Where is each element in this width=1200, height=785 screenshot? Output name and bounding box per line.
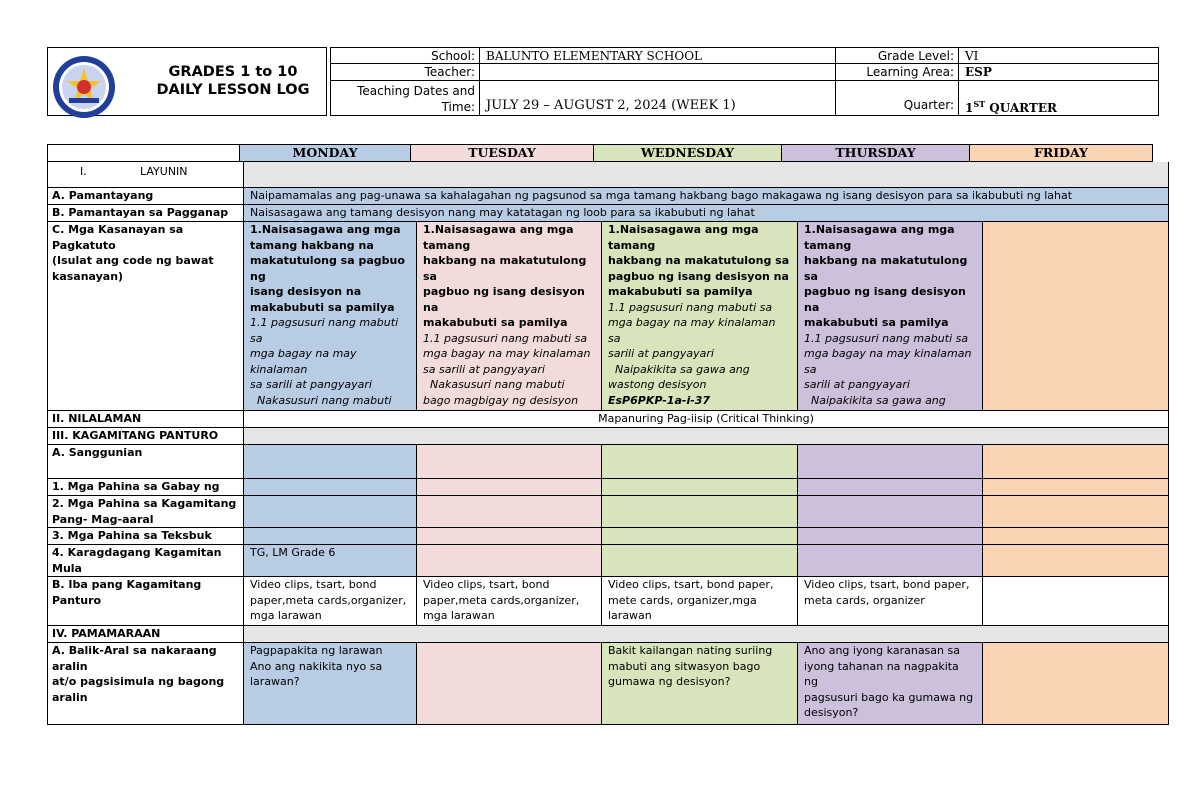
sub-competency-text: mga bagay na may kinalaman bbox=[423, 347, 591, 360]
sanggunian-monday bbox=[244, 445, 417, 479]
sanggunian-thursday bbox=[798, 445, 983, 479]
balik-aral-wednesday bbox=[602, 643, 798, 725]
competency-text: pagbuo ng isang desisyon na bbox=[804, 285, 966, 314]
competency-text: 1.Naisasagawa ang mga bbox=[250, 223, 401, 236]
kasanayan-label-line: kasanayan) bbox=[52, 269, 124, 283]
row-gabay-ng-guro bbox=[47, 479, 1169, 496]
title-line-2: DAILY LESSON LOG bbox=[156, 82, 310, 98]
nilalaman-label: II. NILALAMAN bbox=[47, 411, 244, 428]
layunin-span bbox=[244, 162, 1169, 188]
sub-competency-text: 1.1 pagsusuri nang mabuti sa bbox=[608, 300, 773, 314]
header-info-grid bbox=[330, 47, 1159, 116]
procedure-text: Ano ang nakikita nyo sa bbox=[250, 659, 383, 673]
learning-area-value: ESP bbox=[958, 63, 1159, 81]
balik-aral-label bbox=[47, 643, 244, 725]
competency-text: makatutulong sa pagbuo ng bbox=[250, 254, 405, 283]
title-line-1: GRADES 1 to 10 bbox=[168, 64, 298, 80]
competency-text: 1.Naisasagawa ang mga tamang bbox=[423, 223, 574, 252]
day-header-row bbox=[47, 144, 1169, 162]
karagdagang-label bbox=[47, 545, 244, 577]
competency-text: isang desisyon na bbox=[250, 285, 362, 298]
gabay-ng-guro-label: 1. Mga Pahina sa Gabay ng bbox=[47, 479, 244, 496]
kasanayan-wednesday bbox=[602, 222, 798, 411]
materials-text: paper,meta cards,organizer, bbox=[423, 593, 580, 607]
day-header-friday: FRIDAY bbox=[970, 144, 1153, 162]
balik-aral-label-line: A. Balik-Aral sa nakaraang aralin bbox=[52, 644, 217, 673]
sanggunian-tuesday bbox=[417, 445, 602, 479]
iba-pang-friday bbox=[983, 577, 1169, 626]
pamantayang-pangnilalaman-value: Naipamamalas ang pag-unawa sa kahalagahan ng pagsunod sa mga tamang hakbang bago makagawa ng isang desisyon para sa ikabubuti ng lahat bbox=[244, 188, 1169, 205]
grade-level-value: VI bbox=[958, 47, 1159, 64]
quarter-label: Quarter: bbox=[835, 80, 959, 116]
quarter-superscript: ST bbox=[973, 99, 986, 109]
kasanayan-label-line: C. Mga Kasanayan sa Pagkatuto bbox=[52, 223, 184, 252]
procedure-text: gumawa ng desisyon? bbox=[608, 675, 731, 688]
layunin-text: LAYUNIN bbox=[140, 165, 188, 178]
day-header-wednesday: WEDNESDAY bbox=[594, 144, 782, 162]
teksbuk-label: 3. Mga Pahina sa Teksbuk bbox=[47, 528, 244, 545]
document-header bbox=[47, 47, 1159, 116]
procedure-text: desisyon? bbox=[804, 706, 859, 719]
pamamaraan-span bbox=[244, 626, 1169, 643]
teaching-dates-label-line2: Time: bbox=[441, 100, 475, 114]
grade-level-label: Grade Level: bbox=[835, 47, 959, 64]
row-pamantayang-pangnilalaman bbox=[47, 188, 1169, 205]
karagdagang-wednesday bbox=[602, 545, 798, 577]
procedure-text: iyong tahanan na nagpakita ng bbox=[804, 659, 959, 688]
teksbuk-wednesday bbox=[602, 528, 798, 545]
karagdagang-friday bbox=[983, 545, 1169, 577]
sub-competency-text: sarili at pangyayari bbox=[608, 347, 714, 360]
school-label: School: bbox=[330, 47, 480, 64]
kasanayan-friday bbox=[983, 222, 1169, 411]
competency-text: makabubuti sa pamilya bbox=[804, 316, 949, 329]
layunin-number: I. bbox=[80, 165, 87, 178]
sub-competency-text: Nakasusuri nang mabuti bbox=[423, 378, 565, 391]
kagamitang-panturo-label: III. KAGAMITANG PANTURO bbox=[47, 428, 244, 445]
gabay-friday bbox=[983, 479, 1169, 496]
competency-text: pagbuo ng isang desisyon na bbox=[423, 285, 585, 314]
teacher-label: Teacher: bbox=[330, 63, 480, 81]
sub-competency-text: 1.1 pagsusuri nang mabuti sa bbox=[423, 331, 588, 345]
mag-aaral-wednesday bbox=[602, 496, 798, 528]
mag-aaral-thursday bbox=[798, 496, 983, 528]
iba-pang-monday bbox=[244, 577, 417, 626]
procedure-text: Bakit kailangan nating suriing bbox=[608, 644, 773, 657]
day-header-tuesday: TUESDAY bbox=[411, 144, 594, 162]
iba-pang-wednesday bbox=[602, 577, 798, 626]
row-iba-pang-kagamitan bbox=[47, 577, 1169, 626]
teaching-dates-value: JULY 29 – AUGUST 2, 2024 (WEEK 1) bbox=[479, 80, 836, 116]
karagdagang-monday: TG, LM Grade 6 bbox=[244, 545, 417, 577]
kasanayan-tuesday bbox=[417, 222, 602, 411]
sub-competency-text: Nakasusuri nang mabuti bbox=[250, 393, 392, 407]
learning-area-label: Learning Area: bbox=[835, 63, 959, 81]
layunin-label bbox=[47, 162, 244, 188]
procedure-text: pagsusuri bago ka gumawa ng bbox=[804, 690, 974, 704]
materials-text: mga larawan bbox=[423, 609, 495, 622]
materials-text: Video clips, tsart, bond bbox=[423, 578, 550, 591]
teksbuk-friday bbox=[983, 528, 1169, 545]
pamantayang-pangnilalaman-label: A. Pamantayang bbox=[47, 188, 244, 205]
sub-competency-text: sarili at pangyayari bbox=[804, 378, 910, 391]
balik-aral-friday bbox=[983, 643, 1169, 725]
iba-pang-thursday bbox=[798, 577, 983, 626]
quarter-text: QUARTER bbox=[985, 101, 1057, 115]
gabay-wednesday bbox=[602, 479, 798, 496]
header-title-box bbox=[47, 47, 327, 116]
quarter-value bbox=[958, 80, 1159, 116]
karagdagang-tuesday bbox=[417, 545, 602, 577]
row-kagamitang-mag-aaral bbox=[47, 496, 1169, 528]
materials-text: Video clips, tsart, bond bbox=[250, 578, 377, 591]
kagamitang-mag-aaral-label-line: Pang- Mag-aaral bbox=[52, 512, 154, 526]
iba-pang-tuesday bbox=[417, 577, 602, 626]
iba-pang-label: B. Iba pang Kagamitang Panturo bbox=[47, 577, 244, 626]
teacher-value bbox=[479, 63, 836, 81]
sub-competency-text: 1.1 pagsusuri nang mabuti sa bbox=[804, 331, 969, 345]
kagamitang-panturo-span bbox=[244, 428, 1169, 445]
materials-text: mete cards, organizer,mga bbox=[608, 593, 757, 607]
nilalaman-value: Mapanuring Pag-iisip (Critical Thinking) bbox=[244, 411, 1169, 428]
pamantayan-sa-pagganap-value: Naisasagawa ang tamang desisyon nang may katatagan ng loob para sa ikabubuti ng lahat bbox=[244, 205, 1169, 222]
row-teksbuk bbox=[47, 528, 1169, 545]
competency-text: makabubuti sa pamilya bbox=[608, 285, 753, 298]
sub-competency-text: 1.1 pagsusuri nang mabuti sa bbox=[250, 316, 399, 345]
mag-aaral-monday bbox=[244, 496, 417, 528]
mag-aaral-friday bbox=[983, 496, 1169, 528]
kasanayan-monday bbox=[244, 222, 417, 411]
sub-competency-text: wastong desisyon bbox=[608, 378, 707, 391]
procedure-text: Ano ang iyong karanasan sa bbox=[804, 644, 960, 657]
pamantayan-sa-pagganap-label: B. Pamantayan sa Pagganap bbox=[47, 205, 244, 222]
teksbuk-monday bbox=[244, 528, 417, 545]
row-kasanayan bbox=[47, 222, 1169, 411]
materials-text: paper,meta cards,organizer, bbox=[250, 593, 407, 607]
sub-competency-text: mga bagay na may kinalaman sa bbox=[804, 347, 972, 376]
day-header-thursday: THURSDAY bbox=[782, 144, 970, 162]
competency-text: makabubuti sa pamilya bbox=[423, 316, 568, 329]
sub-competency-text: sa sarili at pangyayari bbox=[250, 378, 372, 391]
sanggunian-friday bbox=[983, 445, 1169, 479]
sanggunian-label: A. Sanggunian bbox=[47, 445, 244, 479]
pamamaraan-label: IV. PAMAMARAAN bbox=[47, 626, 244, 643]
gabay-thursday bbox=[798, 479, 983, 496]
row-balik-aral bbox=[47, 643, 1169, 725]
row-pamamaraan bbox=[47, 626, 1169, 643]
sub-competency-text: mga bagay na may kinalaman sa bbox=[608, 316, 776, 345]
sub-competency-text: sa sarili at pangyayari bbox=[423, 362, 545, 376]
procedure-text: mabuti ang sitwasyon bago bbox=[608, 659, 761, 673]
gabay-monday bbox=[244, 479, 417, 496]
teksbuk-tuesday bbox=[417, 528, 602, 545]
karagdagang-thursday bbox=[798, 545, 983, 577]
teaching-dates-label bbox=[330, 80, 480, 116]
sanggunian-wednesday bbox=[602, 445, 798, 479]
row-sanggunian bbox=[47, 445, 1169, 479]
competency-text: hakbang na makatutulong sa bbox=[804, 254, 968, 283]
row-pamantayan-sa-pagganap bbox=[47, 205, 1169, 222]
balik-aral-monday bbox=[244, 643, 417, 725]
day-header-monday: MONDAY bbox=[240, 144, 411, 162]
balik-aral-label-line: at/o pagsisimula ng bagong aralin bbox=[52, 675, 225, 704]
competency-text: hakbang na makatutulong sa bbox=[608, 254, 790, 267]
row-karagdagang-kagamitan bbox=[47, 545, 1169, 577]
kagamitang-mag-aaral-label-line: 2. Mga Pahina sa Kagamitang bbox=[52, 497, 237, 510]
procedure-text: larawan? bbox=[250, 675, 300, 688]
competency-text: pagbuo ng isang desisyon na bbox=[608, 269, 789, 283]
sub-competency-text: Naipakikita sa gawa ang bbox=[608, 362, 750, 376]
school-value: BALUNTO ELEMENTARY SCHOOL bbox=[479, 47, 836, 64]
materials-text: mga larawan bbox=[250, 609, 322, 622]
kasanayan-thursday bbox=[798, 222, 983, 411]
kagamitang-mag-aaral-label bbox=[47, 496, 244, 528]
quarter-number: 1 bbox=[965, 101, 974, 115]
sub-competency-text: mga bagay na may kinalaman bbox=[250, 347, 357, 376]
materials-text: larawan bbox=[608, 609, 652, 622]
balik-aral-tuesday bbox=[417, 643, 602, 725]
sub-competency-text: bago magbigay ng desisyon bbox=[423, 393, 579, 407]
procedure-text: Pagpapakita ng larawan bbox=[250, 644, 383, 657]
sub-competency-text: Naipakikita sa gawa ang bbox=[804, 393, 946, 407]
competency-text: 1.Naisasagawa ang mga tamang bbox=[608, 223, 759, 252]
competency-text: makabubuti sa pamilya bbox=[250, 300, 395, 314]
competency-text: tamang hakbang na bbox=[250, 238, 374, 252]
row-kagamitang-panturo bbox=[47, 428, 1169, 445]
competency-text: hakbang na makatutulong sa bbox=[423, 254, 587, 283]
row-layunin bbox=[47, 162, 1169, 188]
materials-text: Video clips, tsart, bond paper, bbox=[804, 578, 970, 591]
materials-text: meta cards, organizer bbox=[804, 593, 925, 607]
competency-text: 1.Naisasagawa ang mga tamang bbox=[804, 223, 955, 252]
deped-seal-logo bbox=[51, 54, 117, 120]
karagdagang-label-line: 4. Karagdagang Kagamitan Mula bbox=[52, 546, 222, 575]
teksbuk-thursday bbox=[798, 528, 983, 545]
row-nilalaman bbox=[47, 411, 1169, 428]
kasanayan-label-line: (Isulat ang code ng bawat bbox=[52, 254, 214, 267]
teaching-dates-label-line1: Teaching Dates and bbox=[357, 84, 475, 98]
materials-text: Video clips, tsart, bond paper, bbox=[608, 578, 774, 591]
kasanayan-label bbox=[47, 222, 244, 411]
mag-aaral-tuesday bbox=[417, 496, 602, 528]
gabay-tuesday bbox=[417, 479, 602, 496]
balik-aral-thursday bbox=[798, 643, 983, 725]
day-header-blank bbox=[47, 144, 240, 162]
competency-code: EsP6PKP-1a-i-37 bbox=[608, 393, 711, 407]
